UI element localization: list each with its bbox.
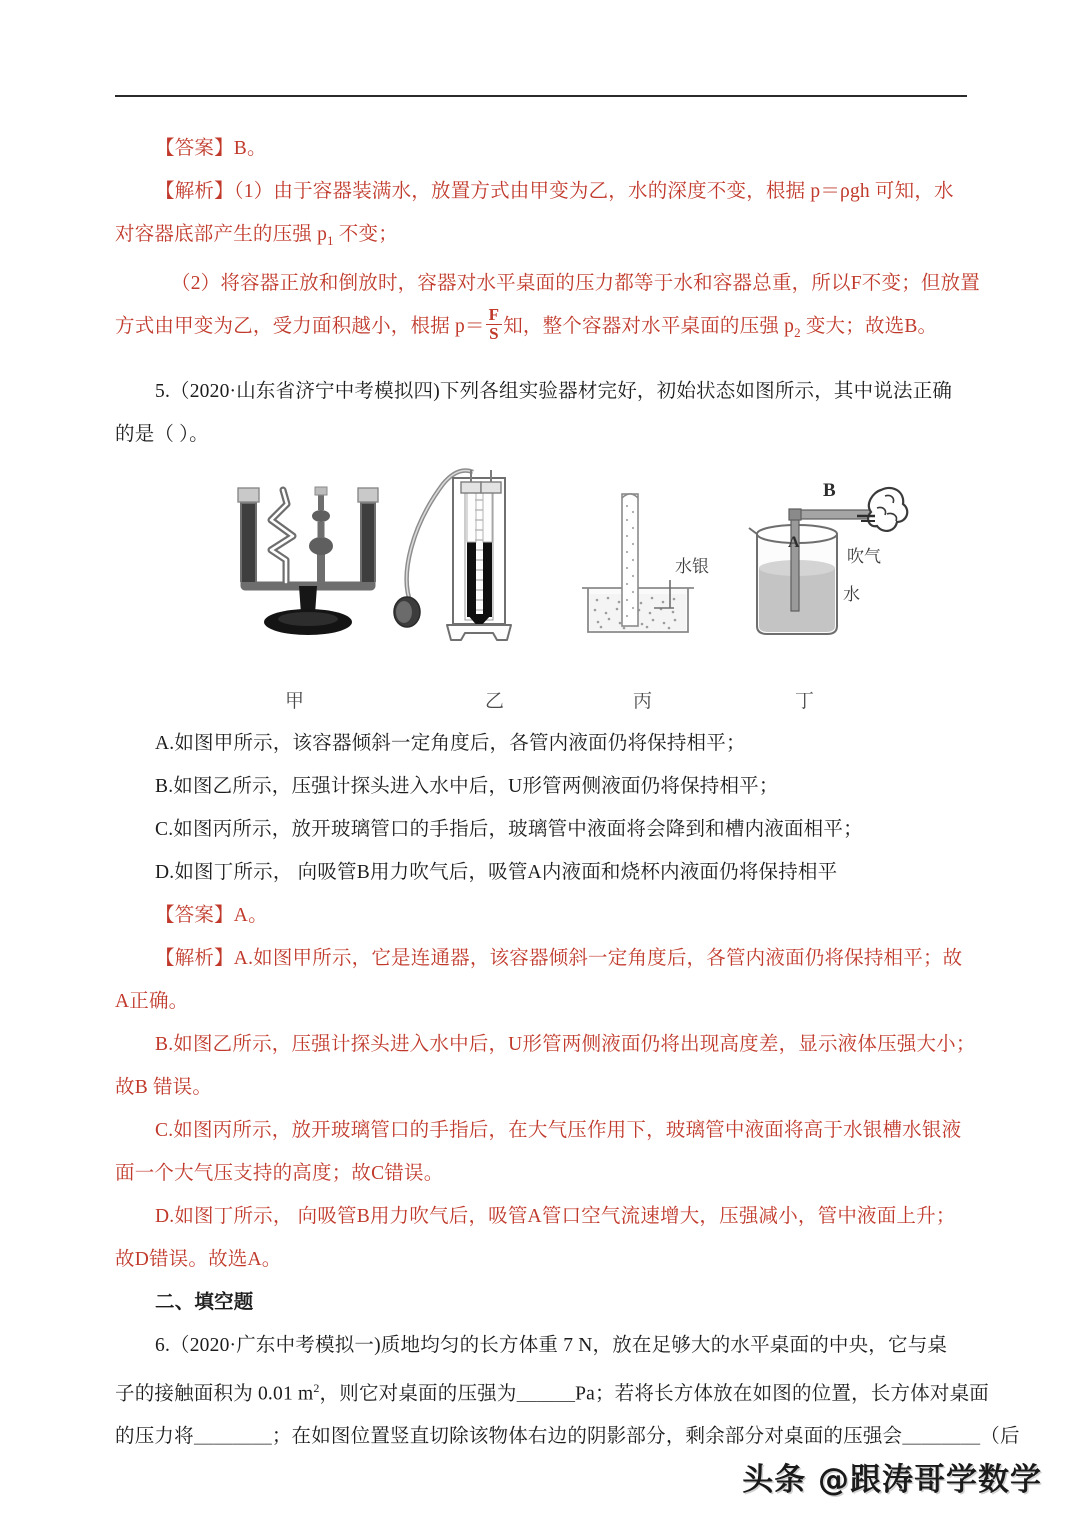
figure-caption-jia: 甲 [285, 690, 305, 712]
q5-analysis-line-8: 故D错误。故选A。 [115, 1248, 282, 1270]
q4-analysis-line-3: （2）将容器正放和倒放时，容器对水平桌面的压力都等于水和容器总重，所以F不变；但放置 [171, 272, 980, 294]
q4-analysis-2-tail: 不变； [333, 224, 398, 245]
header-rule [115, 95, 967, 97]
figure-caption-row [115, 686, 967, 722]
q6-line-2b: ，则它对桌面的压强为 [319, 1383, 517, 1405]
fraction-denominator: S [489, 323, 499, 343]
q5-option-b: B.如图乙所示，压强计探头进入水中后，U形管两侧液面仍将保持相平； [155, 775, 779, 797]
straw-b-label: B [823, 479, 836, 501]
q5-figure [115, 462, 967, 684]
q4-analysis-4a: 方式由甲变为乙，受力面积越小，根据 p＝ [115, 315, 485, 337]
q5-answer-line: 【答案】A。 [155, 904, 268, 926]
q6-line-1: 6.（2020·广东中考模拟一)质地均匀的长方体重 7 N，放在足够大的水平桌面的中央，它与桌 [155, 1334, 948, 1356]
q4-answer-line: 【答案】B。 [155, 138, 267, 159]
q4-analysis-2-text: 对容器底部产生的压强 p [115, 224, 328, 245]
q5-stem-line-2: 的是（ ）。 [115, 423, 209, 445]
q6-line-2c: Pa；若将长方体放在如图的位置，长方体对桌面 [575, 1383, 989, 1405]
q5-analysis-line-7: D.如图丁所示， 向吸管B用力吹气后，吸管A管口空气流速增大，压强减小，管中液面上升； [155, 1205, 956, 1227]
watermark: 头条 @跟涛哥学数学 [742, 1462, 1042, 1498]
q6-line-3a: 的压力将 [115, 1426, 194, 1448]
apparatus-bing-mercury-barometer [570, 484, 745, 644]
apparatus-yi-manometer [387, 462, 537, 647]
water-label: 水 [843, 584, 860, 604]
q5-analysis-line-1: 【解析】A.如图甲所示，它是连通器，该容器倾斜一定角度后，各管内液面仍将保持相平；故 [155, 947, 963, 969]
q6-blank-1[interactable]: ＿＿＿ [516, 1383, 576, 1405]
q5-stem-line-1: 5.（2020·山东省济宁中考模拟四)下列各组实验器材完好，初始状态如图所示，其中说法正确 [155, 380, 953, 402]
q4-analysis-line-1: 【解析】（1）由于容器装满水，放置方式由甲变为乙，水的深度不变，根据 p＝ρgh 可知，水 [155, 181, 954, 202]
q5-option-d: D.如图丁所示， 向吸管B用力吹气后，吸管A内液面和烧杯内液面仍将保持相平 [155, 861, 838, 883]
q5-analysis-line-5: C.如图丙所示，放开玻璃管口的手指后，在大气压作用下，玻璃管中液面将高于水银槽水银液 [155, 1119, 962, 1141]
q5-option-c: C.如图丙所示，放开玻璃管口的手指后，玻璃管中液面将会降到和槽内液面相平； [155, 818, 863, 840]
q6-blank-3[interactable]: ＿＿＿＿ [902, 1426, 981, 1448]
q6-line-2 [115, 1367, 989, 1416]
q5-analysis-line-4: 故B 错误。 [115, 1076, 213, 1098]
q4-analysis-4c: 变大；故选B。 [800, 315, 938, 337]
q6-line-3c: （后 [980, 1426, 1020, 1448]
page-content [115, 95, 1020, 1458]
figure-caption-bing: 丙 [633, 690, 653, 712]
figure-caption-yi: 乙 [485, 690, 505, 712]
pressure-formula-fraction [486, 306, 503, 342]
apparatus-jia-connected-vessels [223, 474, 393, 639]
q6-blank-2[interactable]: ＿＿＿＿ [193, 1426, 272, 1448]
q5-option-a: A.如图甲所示，该容器倾斜一定角度后，各管内液面仍将保持相平； [155, 732, 746, 754]
q4-analysis-4b: 知，整个容器对水平桌面的压强 p [503, 315, 795, 337]
mercury-label: 水银 [675, 556, 709, 576]
section-2-heading: 二、填空题 [155, 1291, 254, 1313]
apparatus-ding-beaker-straws [735, 476, 920, 646]
q5-analysis-line-6: 面一个大气压支持的高度；故C错误。 [115, 1162, 444, 1184]
straw-a-label: A [788, 533, 800, 551]
q6-line-3b: ；在如图位置竖直切除该物体右边的阴影部分，剩余部分对桌面的压强会 [271, 1426, 903, 1448]
q4-analysis-line-4 [115, 305, 967, 354]
figure-caption-ding: 丁 [795, 690, 815, 712]
q4-analysis-line-2 [115, 213, 967, 262]
q6-line-2a: 子的接触面积为 0.01 m [115, 1383, 314, 1405]
q6-line-3 [115, 1415, 1020, 1458]
q4-p1-subscript: 1 [327, 232, 334, 248]
q5-analysis-line-2: A正确。 [115, 990, 189, 1012]
fraction-numerator: F [486, 306, 503, 324]
q5-analysis-line-3: B.如图乙所示，压强计探头进入水中后，U形管两侧液面仍将出现高度差，显示液体压强大小； [155, 1033, 976, 1055]
blow-air-label: 吹气 [847, 546, 881, 566]
area-unit-superscript: 2 [313, 1380, 320, 1395]
q4-p2-subscript: 2 [794, 324, 801, 340]
